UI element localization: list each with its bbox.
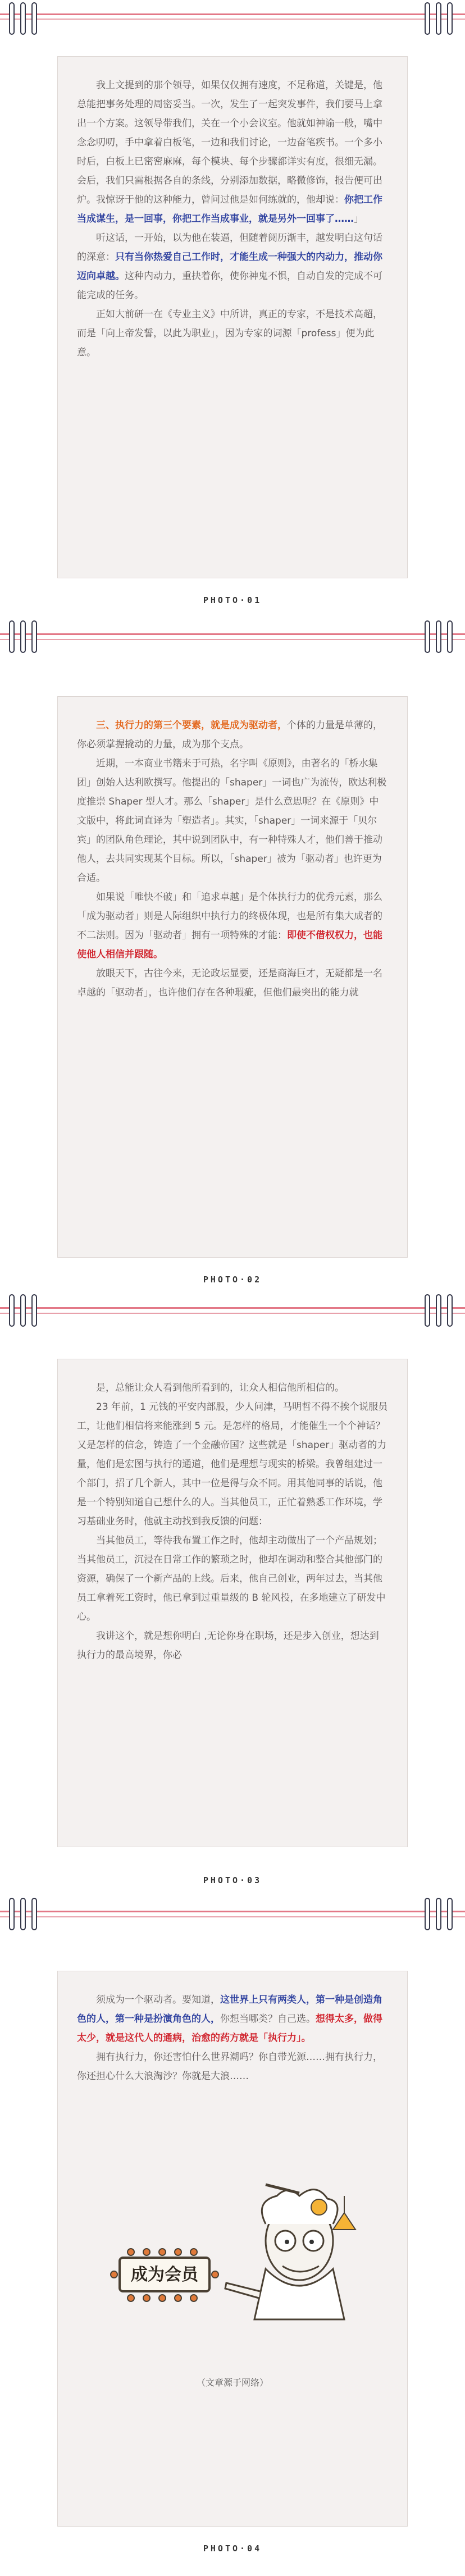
paragraph bbox=[77, 1531, 388, 1627]
tab-bar-icon bbox=[436, 1294, 441, 1327]
tab-bar-icon bbox=[20, 620, 26, 653]
text-run: 这种内动力，重抉着你，使你神鬼不惧，自动自发的完成不可能完成的任务。 bbox=[77, 271, 382, 301]
tab-bar-icon bbox=[425, 1898, 430, 1930]
text-run: 当其他员工，等待我布置工作之时，他却主动做出了一个产品规划；当其他员工，沉浸在日常工作的繁琐之时，他却在调动和整合其他部门的资源，确保了一个新产品的上线。后来，他自己创业，两年过去，当其他员工拿着死工资时，他已拿到过重量级的 B 轮风投，在多地建立了研发中心。 bbox=[77, 1535, 386, 1623]
highlighted-text: 三、执行力的第三个要素，就是成为驱动者， bbox=[96, 720, 287, 731]
text-run: 我上文提到的那个领导，如果仅仅拥有速度，不足称道，关键是，他总能把事务处理的周密妥当。一次，发生了一起突发事件，我们要马上拿出一个方案。这领导带我们，关在一个小会议室。他就如神谕一般，嘴中念念叨叨，手中拿着白板笔，一边和我们讨论，一边奋笔疾书。一个多小时后，白板上已密密麻麻，每个模块、每个步骤都详实有度，很细无漏。会后，我们只需根据各自的条线，分别添加数据，略微修饰，报告便可出炉。我惊讶于他的这种能力，曾问过他是如何练就的，他却说： bbox=[77, 80, 382, 205]
paragraph bbox=[77, 964, 388, 1002]
text-run: 正如大前研一在《专业主义》中所讲，真正的专家，不是技术高超，而是「向上帝发誓，以此为职业」，因为专家的词源「profess」便为此意。 bbox=[77, 309, 382, 358]
card-text bbox=[77, 1378, 388, 1665]
text-run: 拥有执行力，你还害怕什么世界潮吗？你自带光源……拥有执行力，你还担心什么大浪淘沙？你就是大浪…… bbox=[77, 2052, 382, 2082]
paragraph bbox=[77, 76, 388, 229]
photo-label: PHOTO·03 bbox=[203, 1875, 262, 1885]
paragraph bbox=[77, 2048, 388, 2086]
illustration bbox=[97, 2173, 368, 2342]
tab-bar-icon bbox=[436, 620, 441, 653]
tab-bar-icon bbox=[447, 620, 453, 653]
tab-bar-icon bbox=[31, 620, 37, 653]
paragraph bbox=[77, 754, 388, 888]
text-run: 须成为一个驱动者。要知道， bbox=[96, 1994, 220, 2006]
highlighted-text: 即使不借权权力，也能使他人相信并跟随。 bbox=[77, 930, 382, 960]
paragraph bbox=[77, 229, 388, 305]
tab-bar-icon bbox=[31, 1898, 37, 1930]
card-text bbox=[77, 716, 388, 1002]
tab-bar-icon bbox=[9, 1898, 15, 1930]
tab-bar-icon bbox=[425, 1294, 430, 1327]
highlighted-text: 你把工作当成谋生，是一回事，你把工作当成事业，就是另外一回事了…… bbox=[77, 194, 382, 225]
paragraph bbox=[77, 1990, 388, 2048]
text-run: 个体的力量是单薄的，你必须掌握撬动的力量，成为那个支点。 bbox=[77, 720, 382, 750]
photo-label: PHOTO·01 bbox=[203, 595, 262, 605]
text-run: 我讲这个，就是想你明白 ,无论你身在职场，还是步入创业，想达到执行力的最高境界，你必 bbox=[77, 1630, 379, 1661]
professor-illustration bbox=[97, 2173, 369, 2342]
photo-label: PHOTO·04 bbox=[203, 2543, 262, 2554]
text-run: 23 年前，1 元钱的平安内部股，少人问津，马明哲不得不挨个说服员工，让他们相信将来能涨到 5 元。是怎样的格局，才能催生一个个神话？又是怎样的信念，铸造了一个金融帝国？这些就是「shaper」驱动者的力量，他们是宏图与执行的通道，他们是理想与现实的桥梁。我曾组建过一个部门，招了几个新人，其中一位是得与众不同。用其他同事的话说，他是一个特别知道自己想什么的人。当其他员工，正忙着熟悉工作环境，学习基础业务时，他就主动找到我反馈的问题： bbox=[77, 1401, 388, 1527]
text-run: 近期，一本商业书籍来于可热，名字叫《原则》，由著名的「桥水集团」创始人达利欧撰写。他提出的「shaper」一词也广为流传，欧达利极度推崇 Shaper 型人才。那么「shaper」是什么意思呢？在《原则》中文版中，将此词直译为「塑造者」。其实，「shaper」一词来源于「贝尔宾」的团队角色理论，其中说到团队中，有一种特殊人才，他们善于推动他人，去共同实现某个目标。所以，「shaper」被为「驱动者」也许更为合适。 bbox=[77, 758, 387, 884]
article-card-1 bbox=[57, 56, 408, 578]
tab-bar-icon bbox=[20, 2, 26, 35]
tab-bar-icon bbox=[31, 2, 37, 35]
tab-bar-icon bbox=[425, 2, 430, 35]
highlighted-text: 想得太多，做得太少，就是这代人的通病，治愈的药方就是「执行力」。 bbox=[77, 2013, 382, 2044]
article-card-4 bbox=[57, 1971, 408, 2527]
photo-label: PHOTO·02 bbox=[203, 1275, 262, 1285]
article-card-3 bbox=[57, 1359, 408, 1847]
tab-bar-icon bbox=[436, 1898, 441, 1930]
tab-bar-icon bbox=[447, 1294, 453, 1327]
text-run: 如果说「唯快不破」和「追求卓越」是个体执行力的优秀元素，那么「成为驱动者」则是人际组织中执行力的终极体现，也是所有集大成者的不二法则。因为「驱动者」拥有一项特殊的才能： bbox=[77, 892, 382, 941]
tab-bar-icon bbox=[20, 1898, 26, 1930]
tab-bar-icon bbox=[436, 2, 441, 35]
banner-text: 成为会员 bbox=[131, 2266, 198, 2284]
tab-bar-icon bbox=[447, 1898, 453, 1930]
card-text bbox=[77, 76, 388, 362]
article-card-2 bbox=[57, 696, 408, 1258]
text-run: 是，总能让众人看到他所看到的，让众人相信他所相信的。 bbox=[96, 1382, 344, 1394]
card-text bbox=[77, 1990, 388, 2086]
paragraph bbox=[77, 888, 388, 964]
tab-bar-icon bbox=[9, 620, 15, 653]
highlighted-text: 只有当你热爱自己工作时，才能生成一种强大的内动力，推动你迈向卓越。 bbox=[77, 252, 382, 282]
tab-bar-icon bbox=[447, 2, 453, 35]
tab-bar-icon bbox=[31, 1294, 37, 1327]
paragraph bbox=[77, 1378, 388, 1397]
tab-bar-icon bbox=[425, 620, 430, 653]
tab-bar-icon bbox=[20, 1294, 26, 1327]
text-run: 你想当哪类？自己选。 bbox=[220, 2013, 316, 2025]
paragraph bbox=[77, 716, 388, 754]
tab-bar-icon bbox=[9, 1294, 15, 1327]
paragraph bbox=[77, 1627, 388, 1665]
text-run: 放眼天下，古往今来，无论政坛显要，还是商海巨才，无疑都是一名卓越的「驱动者」，也许他们存在各种瑕疵，但他们最突出的能力就 bbox=[77, 968, 382, 998]
text-run: 」 bbox=[354, 213, 363, 225]
highlighted-text: 这世界上只有两类人，第一种是创造角色的人，第一种是扮演角色的人， bbox=[77, 1994, 382, 2025]
tab-bar-icon bbox=[9, 2, 15, 35]
text-run: 听这话，一开始，以为他在装逼，但随着阅历渐丰，越发明白这句话的深意： bbox=[77, 232, 382, 263]
source-caption: （文章源于网络） bbox=[196, 2377, 268, 2388]
paragraph bbox=[77, 305, 388, 362]
paragraph bbox=[77, 1397, 388, 1531]
